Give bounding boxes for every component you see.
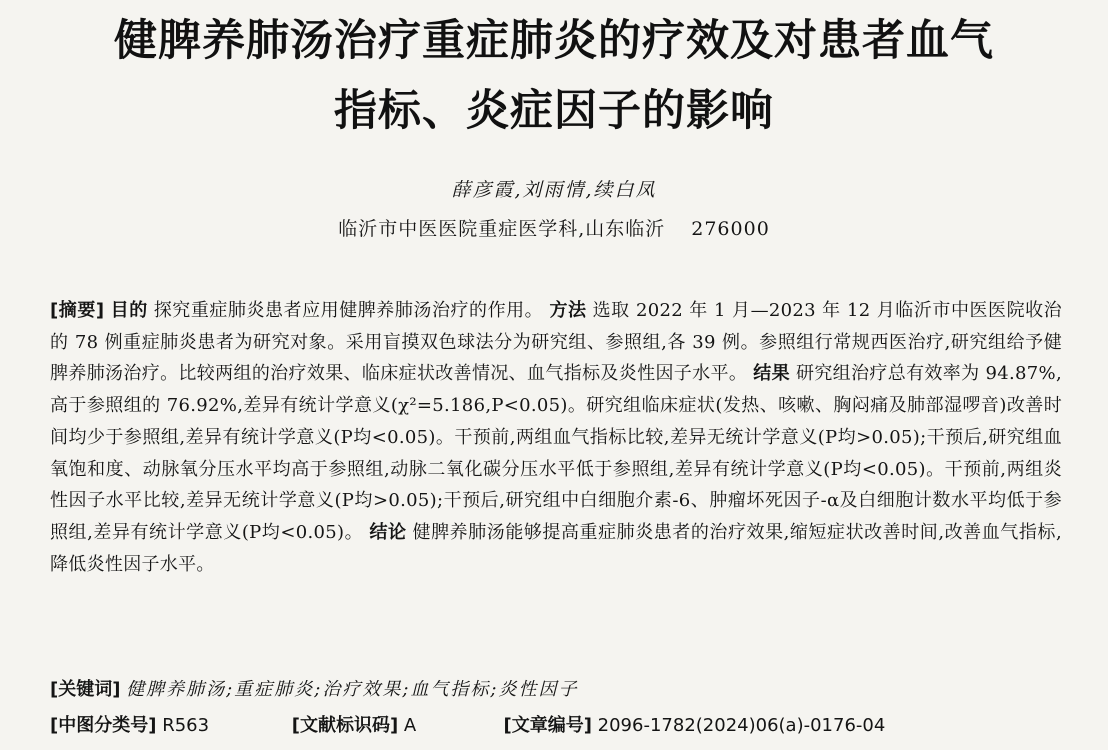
title-line-1: 健脾养肺汤治疗重症肺炎的疗效及对患者血气 <box>114 16 994 66</box>
conclusion-label: 结论 <box>369 521 407 543</box>
clc-number <box>50 712 286 740</box>
clc-value: R563 <box>162 715 210 736</box>
doc-value: A <box>403 715 417 736</box>
article-value: 2096-1782(2024)06(a)-0176-04 <box>597 715 886 736</box>
objective-text: 探究重症肺炎患者应用健脾养肺汤治疗的作用。 <box>153 300 544 321</box>
affiliation-institution: 临沂市中医医院重症医学科,山东临沂 <box>338 218 666 240</box>
clc-tag: [中图分类号] <box>50 715 157 736</box>
article-tag: [文章编号] <box>503 715 592 736</box>
affiliation <box>0 215 1108 243</box>
title-line-2: 指标、炎症因子的影响 <box>334 86 774 136</box>
document-code <box>292 712 498 740</box>
keywords-tag: [关键词] <box>50 679 121 700</box>
article-number <box>503 712 885 740</box>
abstract-tag: [摘要] <box>50 300 105 321</box>
methods-text: 选取 2022 年 1 月—2023 年 12 月临沂市中医医院收治的 78 例重症肺炎患者为研究对象。采用盲摸双色球法分为研究组、参照组,各 39 例。参照组行常规西医治疗,研究组给予健脾养肺汤治疗。比较两组的治疗效果、临床症状改善情况、血气指标及炎性因子水平。 <box>50 300 1062 385</box>
affiliation-postcode: 276000 <box>691 218 770 240</box>
abstract <box>50 295 1062 580</box>
doc-tag: [文献标识码] <box>291 715 399 736</box>
author-list: 薛彦霞,刘雨情,续白凤 <box>451 179 657 201</box>
methods-label: 方法 <box>549 300 587 321</box>
results-text: 研究组治疗总有效率为 94.87%,高于参照组的 76.92%,差异有统计学意义(χ²=5.186,P<0.05)。研究组临床症状(发热、咳嗽、胸闷痛及肺部湿啰音)改善时间均少于参照组,差异有统计学意义(P均<0.05)。干预前,两组血气指标比较,差异无统计学意义(P均>0.05);干预后,研究组血氧饱和度、动脉氧分压水平均高于参照组,动脉二氧化碳分压水平低于参照组,差异有统计学意义(P均<0.05)。干预前,两组炎性因子水平比较,差异无统计学意义(P均>0.05);干预后,研究组中白细胞介素-6、肿瘤坏死因子-α及白细胞计数水平均低于参照组,差异有统计学意义(P均<0.05)。 <box>50 363 1062 543</box>
conclusion-text: 健脾养肺汤能够提高重症肺炎患者的治疗效果,缩短症状改善时间,改善血气指标,降低炎性因子水平。 <box>50 521 1062 575</box>
results-label: 结果 <box>753 363 790 385</box>
keywords <box>50 676 1062 704</box>
classification-line <box>50 712 1062 740</box>
objective-label: 目的 <box>110 300 148 321</box>
keywords-text: 健脾养肺汤;重症肺炎;治疗效果;血气指标;炎性因子 <box>126 679 579 700</box>
paper-title <box>24 6 1084 146</box>
